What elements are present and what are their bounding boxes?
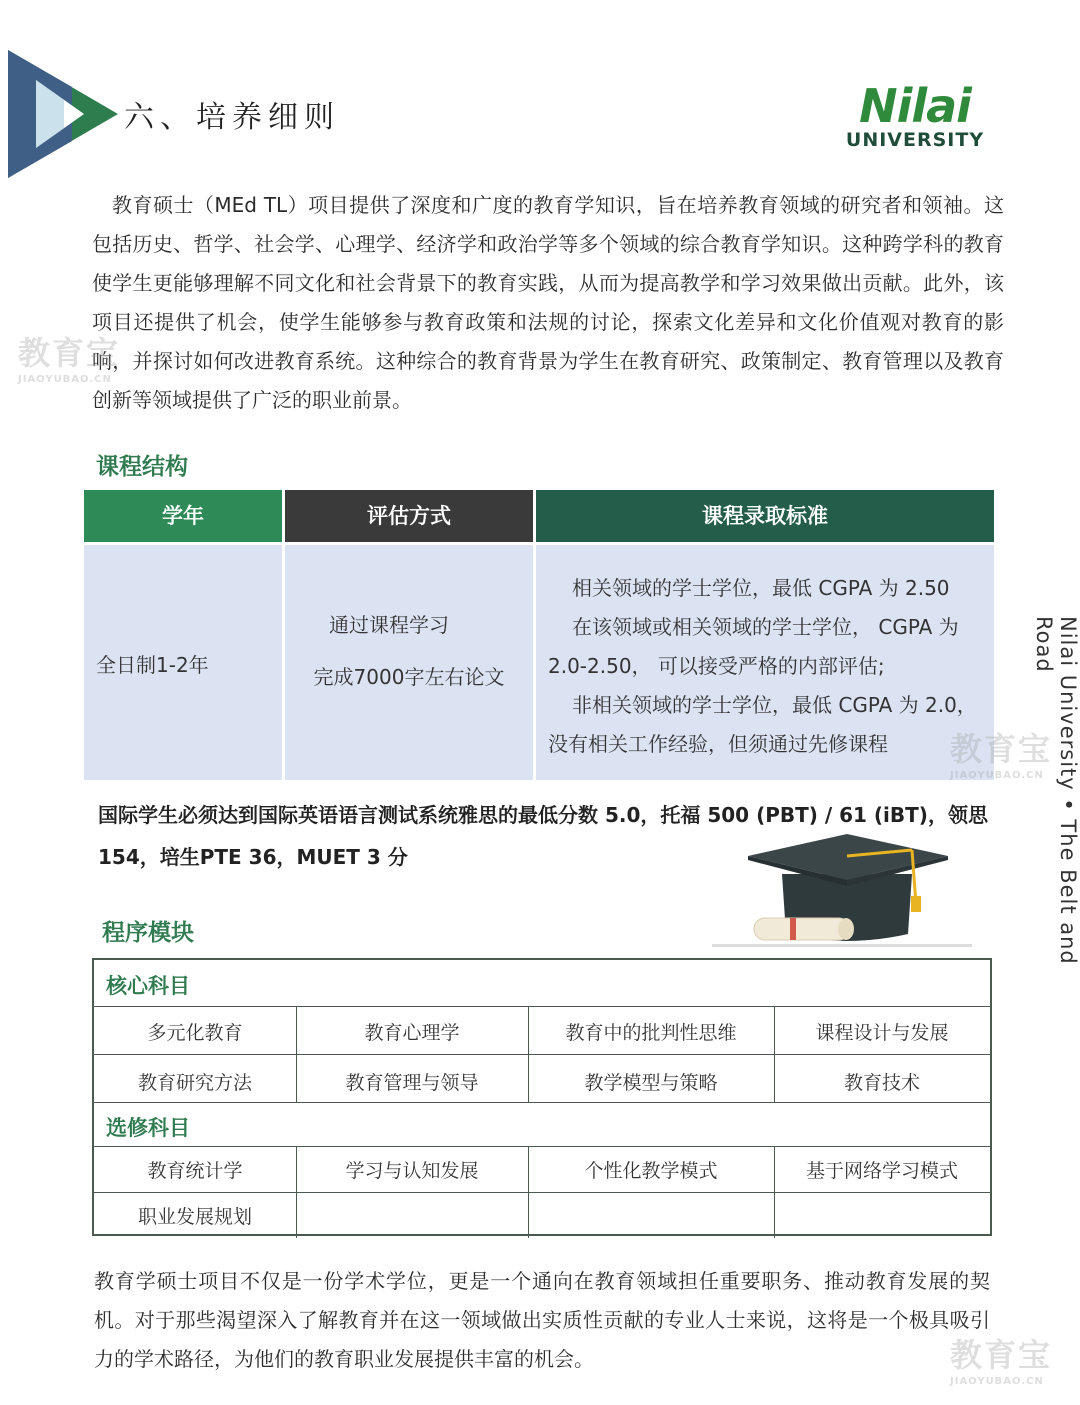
core-subject: 教育心理学 xyxy=(364,1022,460,1044)
elective-subject: 基于网络学习模式 xyxy=(805,1160,958,1182)
side-vertical-text: Nilai University • The Belt and Road xyxy=(1032,616,1080,965)
watermark xyxy=(950,724,1052,781)
program-modules-title: 程序模块 xyxy=(102,920,194,946)
program-modules-table xyxy=(92,958,992,1236)
admission-item: 相关领域的学士学位，最低 CGPA 为 2.50 xyxy=(572,576,950,600)
brand-sub: UNIVERSITY xyxy=(845,129,985,151)
course-structure-table xyxy=(84,490,994,780)
admission-item: 在该领域或相关领域的学士学位， CGPA 为2.0-2.50， 可以接受严格的内部评估; xyxy=(548,615,959,678)
assessment-line-2: 完成7000字左右论文 xyxy=(313,665,505,689)
core-subject: 教育研究方法 xyxy=(137,1072,252,1094)
core-subject: 教育技术 xyxy=(843,1072,920,1094)
watermark-cn: 教育宝 xyxy=(950,1336,1053,1374)
closing-paragraph: 教育学硕士项目不仅是一份学术学位，更是一个通向在教育领域担任重要职务、推动教育发展的契机。对于那些渴望深入了解教育并在这一领域做出实质性贡献的专业人士来说，这将是一个极具吸引力的学术路径，为他们的教育职业发展提供丰富的机会。 xyxy=(94,1269,990,1371)
triangle-logo-icon xyxy=(8,50,118,178)
row-divider xyxy=(94,1192,990,1193)
watermark-cn: 教育宝 xyxy=(18,334,121,372)
course-structure-title: 课程结构 xyxy=(96,454,188,480)
language-requirement-note: 国际学生必须达到国际英语语言测试系统雅思的最低分数 5.0，托福 500 (PBT) / 61 (iBT)，领思154，培生PTE 36，MUET 3 分 xyxy=(98,803,988,869)
watermark-en: JIAOYUBAO.CN xyxy=(950,1376,1044,1387)
watermark xyxy=(950,1330,1052,1387)
watermark-cn: 教育宝 xyxy=(950,730,1053,768)
core-subject: 课程设计与发展 xyxy=(815,1022,949,1044)
elective-subject: 个性化教学模式 xyxy=(584,1160,718,1182)
section-title: 六、培养细则 xyxy=(124,100,340,135)
cell-assessment xyxy=(285,545,533,780)
admission-item: 非相关领域的学士学位，最低 CGPA 为 2.0，没有相关工作经验，但须通过先修课程 xyxy=(548,693,977,756)
row-divider xyxy=(94,1146,990,1147)
assessment-line-1: 通过课程学习 xyxy=(329,613,449,637)
core-subjects-title: 核心科目 xyxy=(106,974,190,998)
year-text: 全日制1-2年 xyxy=(96,653,209,677)
elective-subject: 职业发展规划 xyxy=(137,1206,252,1228)
brand-name: Nilai xyxy=(859,79,971,133)
watermark-en: JIAOYUBAO.CN xyxy=(18,374,112,385)
graduation-cap-icon xyxy=(712,830,982,952)
nilai-university-logo xyxy=(840,79,990,151)
core-subject: 教育管理与领导 xyxy=(345,1072,479,1094)
row-divider xyxy=(94,1054,990,1055)
row-divider xyxy=(94,1006,990,1007)
elective-subject: 学习与认知发展 xyxy=(345,1160,479,1182)
watermark-en: JIAOYUBAO.CN xyxy=(950,770,1044,781)
watermark xyxy=(18,328,120,385)
cell-year xyxy=(84,545,282,780)
core-subject: 多元化教育 xyxy=(147,1022,243,1044)
header-assessment: 评估方式 xyxy=(285,490,533,542)
cell-admission xyxy=(536,545,994,780)
header-year: 学年 xyxy=(84,490,282,542)
core-subject: 教育中的批判性思维 xyxy=(565,1022,737,1044)
elective-subject: 教育统计学 xyxy=(147,1160,243,1182)
elective-subjects-title: 选修科目 xyxy=(106,1116,190,1140)
intro-paragraph: 教育硕士（MEd TL）项目提供了深度和广度的教育学知识，旨在培养教育领域的研究者和领袖。这包括历史、哲学、社会学、心理学、经济学和政治学等多个领域的综合教育学知识。这种跨学科的教育使学生更能够理解不同文化和社会背景下的教育实践，从而为提高教学和学习效果做出贡献。此外，该项目还提供了机会，使学生能够参与教育政策和法规的讨论，探索文化差异和文化价值观对教育的影响，并探讨如何改进教育系统。这种综合的教育背景为学生在教育研究、政策制定、教育管理以及教育创新等领域提供了广泛的职业前景。 xyxy=(92,193,1004,412)
core-subject: 教学模型与策略 xyxy=(584,1072,718,1094)
header-admission: 课程录取标准 xyxy=(536,490,994,542)
admission-text xyxy=(548,569,988,764)
row-divider xyxy=(94,1102,990,1103)
